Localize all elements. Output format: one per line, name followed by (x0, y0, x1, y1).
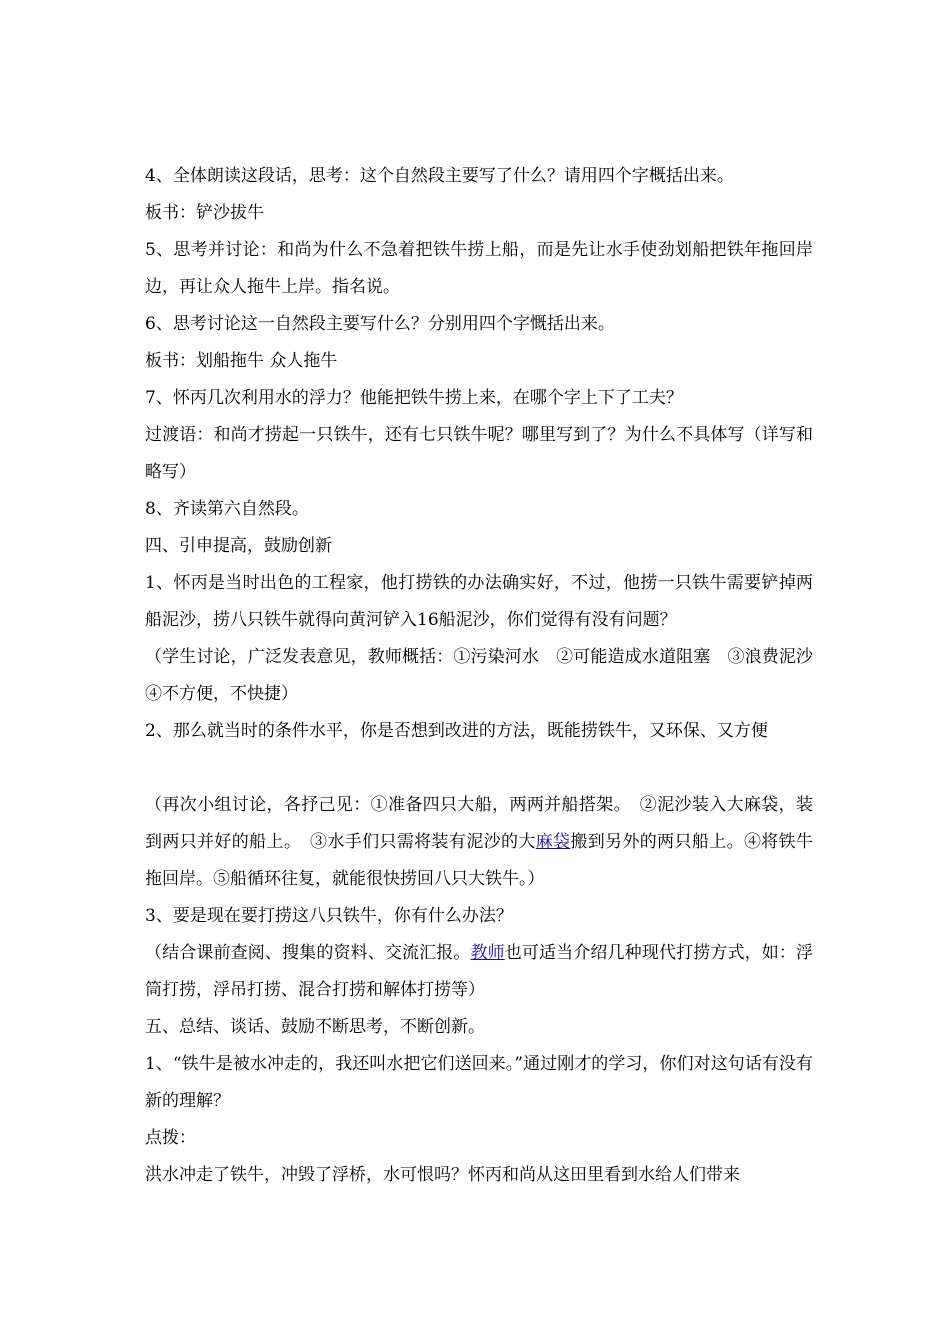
paragraph-board-2: 板书：划船拖牛 众人拖牛 (145, 351, 338, 371)
paragraph-step-8: 8、齐读第六自然段。 (145, 499, 309, 519)
discussion-3-text-before: （结合课前查阅、搜集的资料、交流汇报。 (145, 943, 471, 963)
paragraph-step-5: 5、思考并讨论：和尚为什么不急着把铁牛捞上船，而是先让水手使劲划船把铁年拖回岸边，再让众人拖牛上岸。指名说。 (145, 240, 813, 297)
paragraph-discussion-3 (145, 935, 813, 1009)
paragraph-discussion-1: （学生讨论，广泛发表意见，教师概括：①污染河水 ②可能造成水道阻塞 ③浪费泥沙 ④不方便，不快捷） (145, 647, 830, 704)
paragraph-step-6: 6、思考讨论这一自然段主要写什么？分别用四个字慨括出来。 (145, 314, 615, 334)
paragraph-board-1: 板书：铲沙拔牛 (145, 203, 264, 223)
link-teacher[interactable]: 教师 (470, 943, 505, 963)
paragraph-section4-item-2: 2、那么就当时的条件水平，你是否想到改进的方法，既能捞铁牛，又环保、又方便 (145, 721, 768, 741)
paragraph-hint-text: 洪水冲走了铁牛，冲毁了浮桥，水可恨吗？怀丙和尚从这田里看到水给人们带来 (145, 1165, 740, 1185)
paragraph-discussion-2 (145, 787, 813, 898)
paragraph-section4-item-3: 3、要是现在要打捞这八只铁牛，你有什么办法？ (145, 906, 513, 926)
paragraph-hint-label: 点拨： (145, 1128, 196, 1148)
paragraph-step-7: 7、怀丙几次利用水的浮力？他能把铁牛捞上来，在哪个字上下了工夫？ (145, 388, 683, 408)
section-heading-4: 四、引申提高，鼓励创新 (145, 536, 332, 556)
paragraph-section4-item-1: 1、怀丙是当时出色的工程家，他打捞铁的办法确实好，不过，他捞一只铁牛需要铲掉两船泥沙，捞八只铁牛就得向黄河铲入16船泥沙，你们觉得有没有问题？ (145, 573, 813, 630)
paragraph-section5-item-1: 1、“铁牛是被水冲走的，我还叫水把它们送回来。”通过刚才的学习，你们对这句话有没有新的理解？ (145, 1054, 813, 1111)
discussion-3-text-after: 也可适当介绍几种现代打捞方式，如：浮筒打捞，浮吊打捞、混合打捞和解体打捞等） (145, 943, 814, 1000)
blank-line (145, 750, 813, 787)
discussion-2-text-after: 搬到另外的两只船上。④将铁牛拖回岸。⑤船循环往复，就能很快捞回八只大铁牛。） (145, 832, 814, 889)
discussion-2-text-before: （再次小组讨论，各抒己见：①准备四只大船，两两并船搭架。 ②泥沙装入大麻袋，装到两只并好的船上。 ③水手们只需将装有泥沙的大 (145, 795, 813, 852)
paragraph-step-4: 4、全体朗读这段话，思考：这个自然段主要写了什么？请用四个字概括出来。 (145, 166, 734, 186)
paragraph-transition: 过渡语：和尚才捞起一只铁牛，还有七只铁牛呢？哪里写到了？为什么不具体写（详写和略写） (145, 425, 813, 482)
document-body (145, 158, 830, 1194)
section-heading-5: 五、总结、谈话、鼓励不断思考，不断创新。 (145, 1017, 485, 1037)
link-sack[interactable]: 麻袋 (535, 832, 571, 852)
